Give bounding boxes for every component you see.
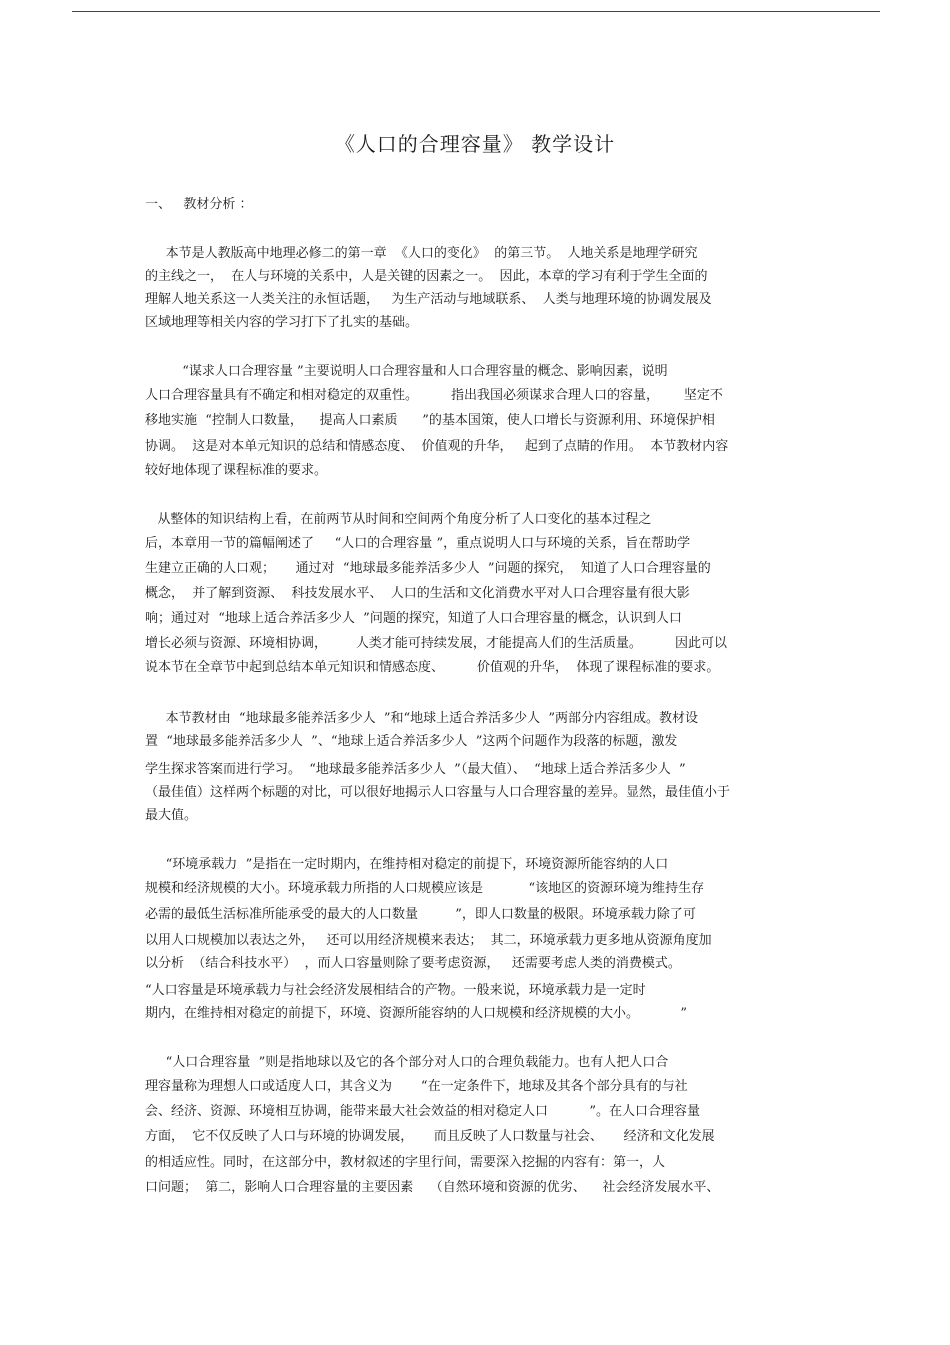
paragraph-line: 人口合理容量具有不确定和相对稳定的双重性。 指出我国必须谋求合理人口的容量， 坚定不 [145, 388, 723, 403]
paragraph-line: 响；通过对 “地球上适合养活多少人 ”问题的探究，知道了人口合理容量的概念，认识到人口 [145, 611, 682, 626]
paragraph-line: 后，本章用一节的篇幅阐述了 “人口的合理容量 ”，重点说明人口与环境的关系，旨在帮助学 [145, 536, 691, 551]
paragraph-line: 理解人地关系这一人类关注的永恒话题， 为生产活动与地域联系、 人类与地理环境的协调发展及 [145, 292, 712, 307]
paragraph-line: 本节是人教版高中地理必修二的第一章 《人口的变化》 的第三节。 人地关系是地理学研究 [145, 246, 698, 261]
paragraph-line: 的主线之一， 在人与环境的关系中，人是关键的因素之一。 因此，本章的学习有利于学生全面的 [145, 269, 708, 284]
paragraph-line: “谋求人口合理容量 ”主要说明人口合理容量和人口合理容量的概念、影响因素，说明 [145, 364, 668, 379]
paragraph-line: 方面， 它不仅反映了人口与环境的协调发展， 而且反映了人口数量与社会、 经济和文化发展 [145, 1129, 715, 1144]
section-heading: 一、 教材分析 ： [145, 197, 253, 212]
paragraph-line: 以用人口规模加以表达之外， 还可以用经济规模来表达； 其二，环境承载力更多地从资源角度加 [145, 933, 712, 948]
paragraph-line: 学生探求答案而进行学习。 “地球最多能养活多少人 ”（最大值）、 “地球上适合养活多少人 ” [145, 762, 686, 777]
paragraph-line: “环境承载力 ”是指在一定时期内，在维持相对稳定的前提下，环境资源所能容纳的人口 [145, 857, 669, 872]
paragraph-line: 增长必须与资源、环境相协调， 人类才能可持续发展，才能提高人们的生活质量。 因此可以 [145, 636, 727, 651]
paragraph-line: 期内，在维持相对稳定的前提下，环境、资源所能容纳的人口规模和经济规模的大小。 ” [145, 1006, 687, 1021]
document-title: 《人口的合理容量》 教学设计 [334, 132, 616, 156]
paragraph-line: 置 “地球最多能养活多少人 ”、“地球上适合养活多少人 ”这两个问题作为段落的标题，激发 [145, 734, 678, 749]
paragraph-line: 会、经济、资源、环境相互协调，能带来最大社会效益的相对稳定人口 ”。在人口合理容量 [145, 1104, 700, 1119]
paragraph-line: 移地实施 “控制人口数量， 提高人口素质 ”的基本国策，使人口增长与资源利用、环境保护相 [145, 413, 715, 428]
paragraph-line: 说本节在全章节中起到总结本单元知识和情感态度、 价值观的升华， 体现了课程标准的要求。 [145, 660, 720, 675]
paragraph-line: 规模和经济规模的大小。环境承载力所指的人口规模应该是 “该地区的资源环境为维持生存 [145, 881, 705, 896]
top-rule [72, 11, 880, 12]
paragraph-line: 较好地体现了课程标准的要求。 [145, 463, 328, 478]
paragraph-line: 本节教材由 “地球最多能养活多少人 ”和“地球上适合养活多少人 ”两部分内容组成。教材设 [145, 711, 699, 726]
paragraph-line: 概念， 并了解到资源、 科技发展水平、 人口的生活和文化消费水平对人口合理容量有很大影 [145, 586, 690, 601]
paragraph-line: 理容量称为理想人口或适度人口，其含义为 “在一定条件下，地球及其各个部分具有的与社 [145, 1079, 688, 1094]
paragraph-line: 生建立正确的人口观； 通过对 “地球最多能养活多少人 ”问题的探究， 知道了人口合理容量的 [145, 561, 711, 576]
paragraph-line: “人口合理容量 ”则是指地球以及它的各个部分对人口的合理负载能力。也有人把人口合 [145, 1055, 669, 1070]
paragraph-line: “人口容量是环境承载力与社会经济发展相结合的产物。一般来说，环境承载力是一定时 [145, 983, 646, 998]
paragraph-line: 口问题； 第二，影响人口合理容量的主要因素 （自然环境和资源的优劣、 社会经济发展水平、 [145, 1180, 720, 1195]
paragraph-line: 协调。 这是对本单元知识的总结和情感态度、 价值观的升华， 起到了点睛的作用。 本节教材内容 [145, 439, 729, 454]
paragraph-line: 必需的最低生活标准所能承受的最大的人口数量 ”，即人口数量的极限。环境承载力除了可 [145, 907, 696, 922]
paragraph-line: （最佳值）这样两个标题的对比，可以很好地揭示人口容量与人口合理容量的差异。显然，最佳值小于 [145, 785, 731, 800]
paragraph-line: 从整体的知识结构上看，在前两节从时间和空间两个角度分析了人口变化的基本过程之 [145, 512, 652, 527]
paragraph-line: 最大值。 [145, 808, 198, 823]
paragraph-line: 区域地理等相关内容的学习打下了扎实的基础。 [145, 315, 419, 330]
paragraph-line: 以分析 （结合科技水平） ，而人口容量则除了要考虑资源， 还需要考虑人类的消费模式。 [145, 956, 681, 971]
paragraph-line: 的相适应性。同时，在这部分中，教材叙述的字里行间，需要深入挖掘的内容有：第一，人 [145, 1155, 666, 1170]
